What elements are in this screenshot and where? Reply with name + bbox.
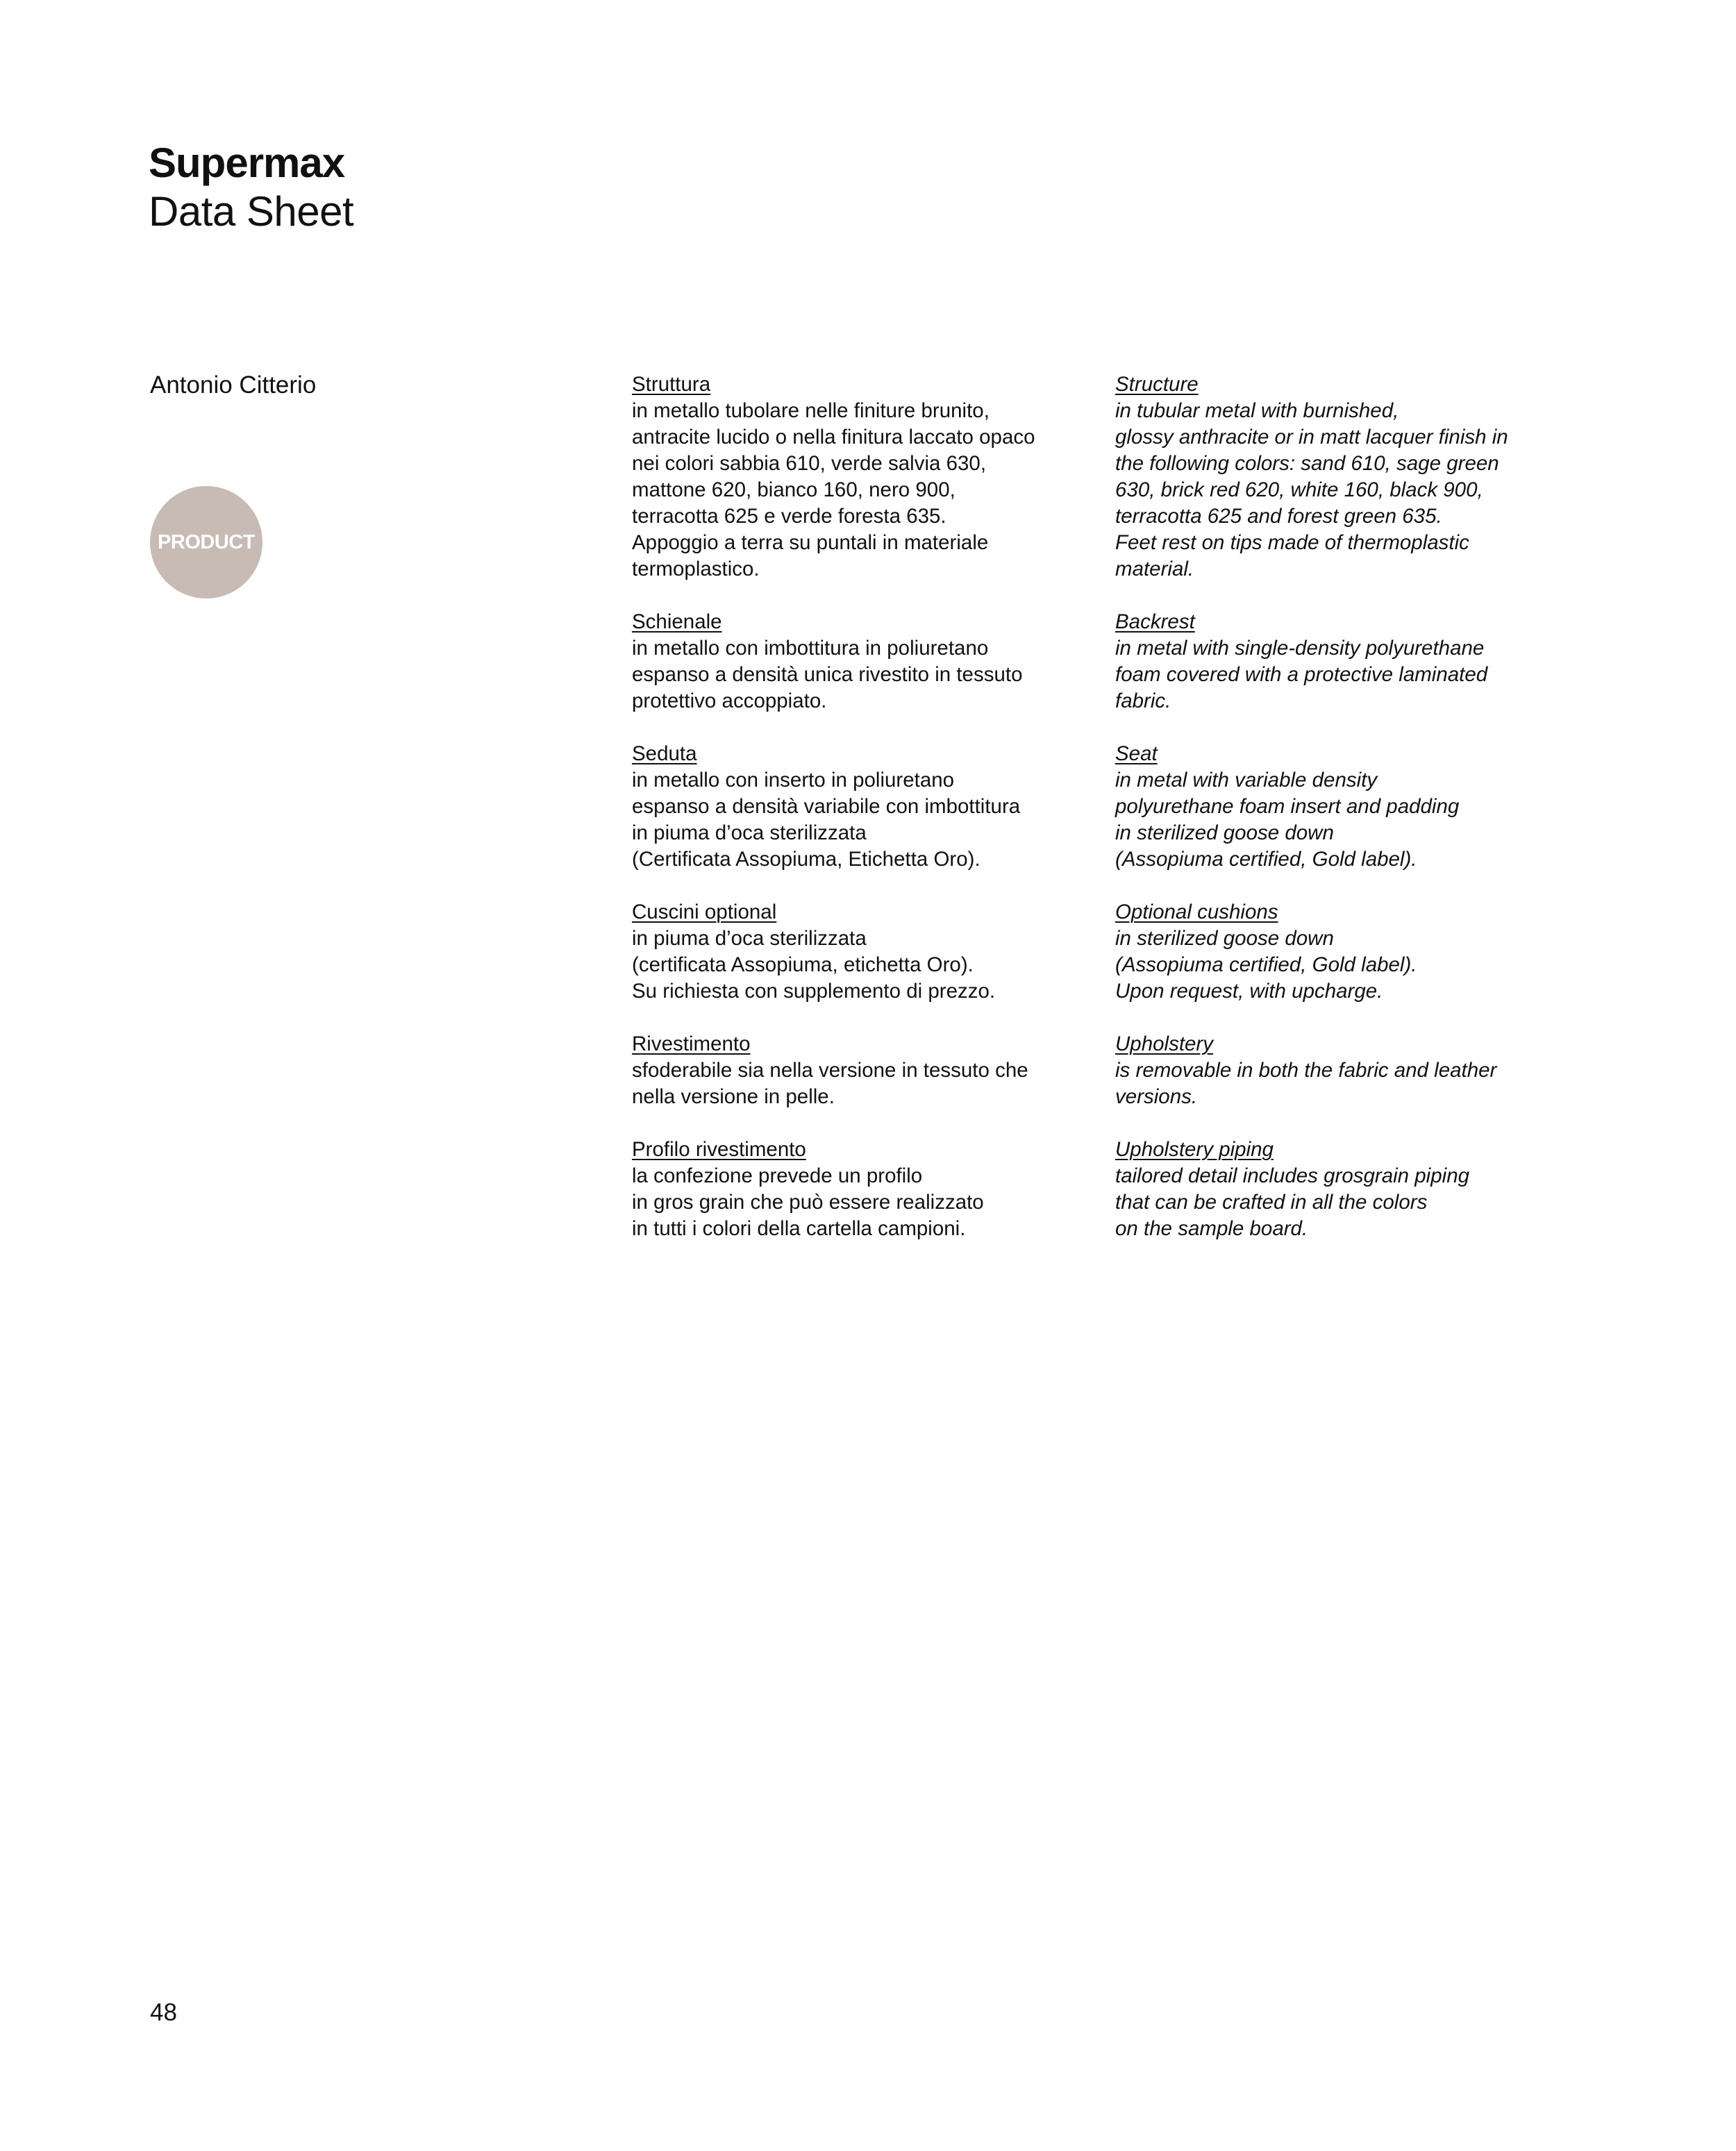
italian-section-line: sfoderabile sia nella versione in tessuto che [632,1059,1028,1082]
english-section-line: the following colors: sand 610, sage green [1115,452,1499,475]
english-section-line: that can be crafted in all the colors [1115,1191,1428,1214]
english-section-line: Upon request, with upcharge. [1115,980,1383,1003]
italian-section-line: antracite lucido o nella finitura laccato opaco [632,426,1035,449]
english-section-heading: Backrest [1115,610,1195,633]
english-section-heading: Upholstery piping [1115,1138,1274,1161]
italian-section-line: in piuma d’oca sterilizzata [632,927,867,950]
italian-section-line: protettivo accoppiato. [632,689,827,712]
english-section [1115,741,1574,873]
italian-section [632,1137,1090,1242]
italian-section-line: in piuma d’oca sterilizzata [632,821,867,844]
italian-section [632,371,1090,583]
english-section-line: tailored detail includes grosgrain piping [1115,1164,1470,1187]
english-section-line: glossy anthracite or in matt lacquer finish in [1115,426,1508,449]
italian-section-line: Appoggio a terra su puntali in materiale [632,531,989,554]
english-section-line: terracotta 625 and forest green 635. [1115,505,1442,528]
english-section-line: in metal with variable density [1115,769,1378,792]
english-section [1115,609,1574,714]
product-badge [150,486,262,599]
title-block [149,139,353,236]
english-section-heading: Structure [1115,373,1199,396]
english-section-line: fabric. [1115,689,1171,712]
italian-section-heading: Schienale [632,610,722,633]
designer-name: Antonio Citterio [150,371,317,399]
italian-column [632,371,1090,1269]
italian-section-line: (certificata Assopiuma, etichetta Oro). [632,953,974,976]
italian-section-line: in tutti i colori della cartella campioni. [632,1217,966,1240]
english-section-line: in sterilized goose down [1115,927,1334,950]
italian-section-line: termoplastico. [632,558,760,580]
english-section [1115,371,1574,583]
english-section-heading: Seat [1115,742,1158,765]
english-section-heading: Upholstery [1115,1032,1214,1055]
english-section-line: versions. [1115,1085,1198,1108]
english-section [1115,899,1574,1005]
product-name: Supermax [149,140,345,186]
italian-section-line: (Certificata Assopiuma, Etichetta Oro). [632,848,980,871]
english-section [1115,1137,1574,1242]
product-badge-label: PRODUCT [158,530,255,553]
italian-section-line: in metallo con inserto in poliuretano [632,769,955,792]
italian-section-heading: Struttura [632,373,711,396]
italian-section-line: in gros grain che può essere realizzato [632,1191,984,1214]
italian-section-line: mattone 620, bianco 160, nero 900, [632,478,955,501]
english-column [1115,371,1574,1269]
english-section [1115,1031,1574,1110]
italian-section-line: la confezione prevede un profilo [632,1164,923,1187]
italian-section-line: espanso a densità unica rivestito in tessuto [632,663,1023,686]
italian-section-line: espanso a densità variabile con imbottitura [632,795,1021,818]
english-section-line: foam covered with a protective laminated [1115,663,1488,686]
english-section-heading: Optional cushions [1115,901,1278,923]
italian-section [632,1031,1090,1110]
english-section-line: Feet rest on tips made of thermoplastic [1115,531,1469,554]
english-section-line: 630, brick red 620, white 160, black 900, [1115,478,1483,501]
english-section-line: in tubular metal with burnished, [1115,399,1399,422]
english-section-line: (Assopiuma certified, Gold label). [1115,848,1417,871]
english-section-line: on the sample board. [1115,1217,1308,1240]
english-section-line: polyurethane foam insert and padding [1115,795,1460,818]
english-section-line: material. [1115,558,1194,580]
english-section-line: is removable in both the fabric and leather [1115,1059,1497,1082]
italian-section-line: nei colori sabbia 610, verde salvia 630, [632,452,987,475]
english-section-line: in metal with single-density polyurethane [1115,637,1485,660]
italian-section [632,899,1090,1005]
italian-section-heading: Seduta [632,742,697,765]
italian-section-heading: Cuscini optional [632,901,777,923]
italian-section [632,741,1090,873]
english-section-line: (Assopiuma certified, Gold label). [1115,953,1417,976]
italian-section-heading: Rivestimento [632,1032,751,1055]
italian-section-line: in metallo tubolare nelle finiture brunito, [632,399,990,422]
italian-section [632,609,1090,714]
page-number: 48 [150,1999,177,2026]
italian-section-line: in metallo con imbottitura in poliuretano [632,637,989,660]
english-section-line: in sterilized goose down [1115,821,1334,844]
sheet-subtitle: Data Sheet [149,188,354,235]
italian-section-heading: Profilo rivestimento [632,1138,806,1161]
italian-section-line: nella versione in pelle. [632,1085,835,1108]
italian-section-line: Su richiesta con supplemento di prezzo. [632,980,996,1003]
italian-section-line: terracotta 625 e verde foresta 635. [632,505,946,528]
